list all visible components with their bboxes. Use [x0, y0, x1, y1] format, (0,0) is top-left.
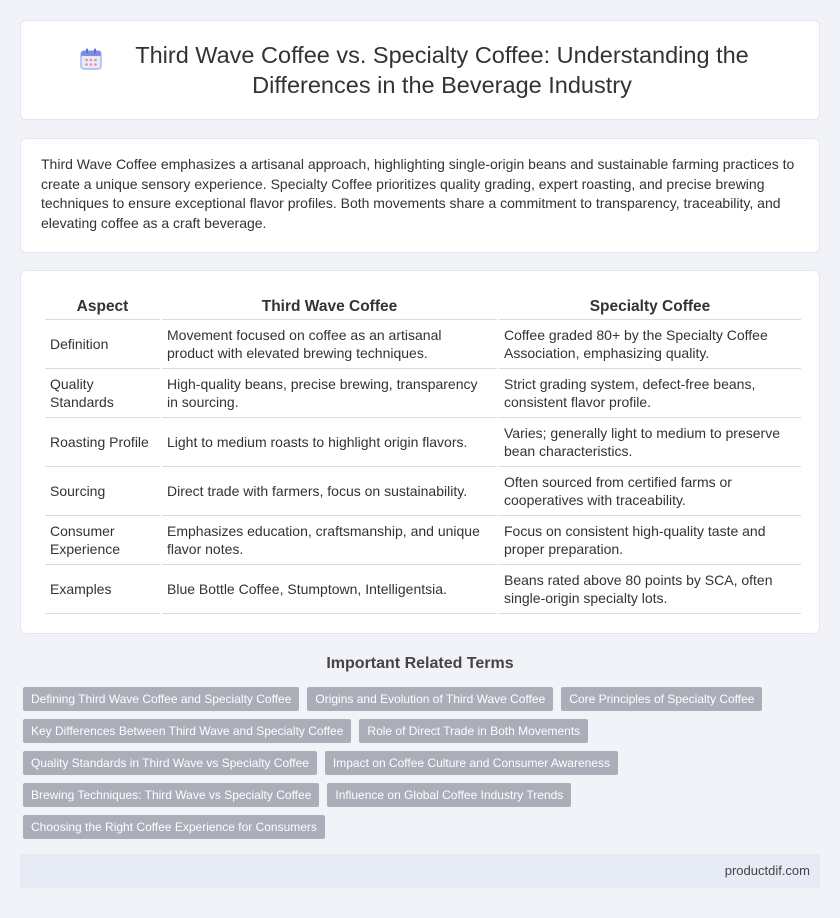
table-row [45, 467, 801, 516]
related-terms-list [23, 687, 783, 847]
related-term-link[interactable]: Role of Direct Trade in Both Movements [359, 719, 588, 743]
header-aspect: Aspect [45, 295, 160, 320]
cell-specialty: Strict grading system, defect-free beans, consistent flavor profile. [499, 369, 801, 418]
header-specialty: Specialty Coffee [499, 295, 801, 320]
footer [20, 854, 820, 888]
title-row [60, 40, 780, 100]
table-header-row [45, 295, 801, 320]
intro-card [20, 138, 820, 253]
title-card [20, 20, 820, 120]
related-term-link[interactable]: Brewing Techniques: Third Wave vs Specialty Coffee [23, 783, 319, 807]
related-term-link[interactable]: Choosing the Right Coffee Experience for Consumers [23, 815, 325, 839]
cell-aspect: Consumer Experience [45, 516, 160, 565]
cell-specialty: Beans rated above 80 points by SCA, often single-origin specialty lots. [499, 565, 801, 614]
intro-paragraph: Third Wave Coffee emphasizes a artisanal approach, highlighting single-origin beans and sustainable farming practices to create a unique sensory experience. Specialty Coffee prioritizes quality grading, expert roasting, and precise brewing techniques to ensure exceptional flavor profiles. Both movements share a commitment to transparency, traceability, and elevating coffee as a craft beverage. [41, 156, 795, 231]
related-term-link[interactable]: Impact on Coffee Culture and Consumer Awareness [325, 751, 618, 775]
page-title: Third Wave Coffee vs. Specialty Coffee: Understanding the Differences in the Beverage Industry [135, 42, 749, 98]
table-row [45, 516, 801, 565]
comparison-card [20, 270, 820, 634]
footer-site-name: productdif.com [724, 863, 810, 878]
related-terms-heading: Important Related Terms [326, 655, 514, 672]
cell-aspect: Definition [45, 320, 160, 369]
related-term-link[interactable]: Defining Third Wave Coffee and Specialty Coffee [23, 687, 299, 711]
cell-third-wave: Blue Bottle Coffee, Stumptown, Intelligentsia. [162, 565, 497, 614]
calendar-icon [78, 46, 104, 72]
table-row [45, 320, 801, 369]
cell-specialty: Focus on consistent high-quality taste and proper preparation. [499, 516, 801, 565]
comparison-table [43, 295, 803, 614]
cell-specialty: Often sourced from certified farms or cooperatives with traceability. [499, 467, 801, 516]
cell-aspect: Roasting Profile [45, 418, 160, 467]
table-row [45, 565, 801, 614]
cell-aspect: Examples [45, 565, 160, 614]
cell-third-wave: High-quality beans, precise brewing, transparency in sourcing. [162, 369, 497, 418]
cell-third-wave: Direct trade with farmers, focus on sustainability. [162, 467, 497, 516]
cell-aspect: Sourcing [45, 467, 160, 516]
cell-specialty: Varies; generally light to medium to preserve bean characteristics. [499, 418, 801, 467]
cell-third-wave: Emphasizes education, craftsmanship, and unique flavor notes. [162, 516, 497, 565]
related-term-link[interactable]: Core Principles of Specialty Coffee [561, 687, 762, 711]
cell-aspect: Quality Standards [45, 369, 160, 418]
table-row [45, 369, 801, 418]
cell-third-wave: Light to medium roasts to highlight origin flavors. [162, 418, 497, 467]
cell-third-wave: Movement focused on coffee as an artisanal product with elevated brewing techniques. [162, 320, 497, 369]
related-term-link[interactable]: Influence on Global Coffee Industry Trends [327, 783, 571, 807]
cell-specialty: Coffee graded 80+ by the Specialty Coffee Association, emphasizing quality. [499, 320, 801, 369]
related-term-link[interactable]: Origins and Evolution of Third Wave Coffee [307, 687, 553, 711]
related-term-link[interactable]: Key Differences Between Third Wave and Specialty Coffee [23, 719, 351, 743]
related-term-link[interactable]: Quality Standards in Third Wave vs Specialty Coffee [23, 751, 317, 775]
table-row [45, 418, 801, 467]
header-third-wave: Third Wave Coffee [162, 295, 497, 320]
